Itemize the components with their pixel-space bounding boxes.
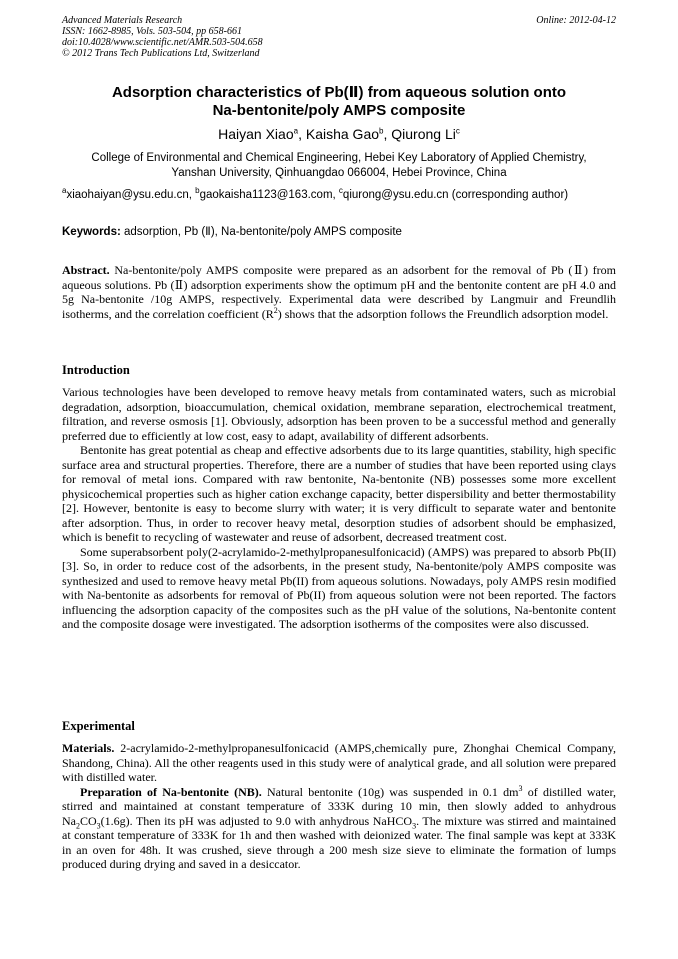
author-3-mark: c	[455, 126, 460, 136]
copyright-line: © 2012 Trans Tech Publications Ltd, Switzerland	[62, 48, 260, 59]
author-1: Haiyan Xiao	[218, 126, 294, 142]
journal-name: Advanced Materials Research	[62, 15, 183, 26]
preparation-label: Preparation of Na-bentonite (NB).	[80, 784, 262, 799]
affiliation-line-1: College of Environmental and Chemical Engineering, Hebei Key Laboratory of Applied Chemistry,	[91, 152, 587, 164]
online-date: Online: 2012-04-12	[536, 15, 616, 26]
email-3-mark: c	[338, 186, 343, 196]
abstract-text-2: ) shows that the adsorption follows the Freundlich adsorption model.	[277, 306, 609, 321]
intro-paragraph-2: Bentonite has great potential as cheap and effective adsorbents due to its large quantities, stability, high specific surface area and structural properties. Therefore, there are a number of studies that have been reported using clays for removal of metal ions. Compared with raw bentonite, Na-bentonite (NB) possesses some more excellent physicochemical properties such as higher cation exchange capacity, better dispersibility and better thermostability [2]. However, bentonite is easy to become slurry with water; it is very difficult to separate water and bentonite after adsorption. Thus, in order to recover heavy metal, desorption studies of adsorbent should be emphasized, which is benefit to recycling of wastewater and reuse of adsorbent, decreased treatment cost.	[62, 443, 616, 544]
paper-title	[62, 84, 616, 120]
author-3: Qiurong Li	[391, 126, 456, 142]
preparation-superscript: 3	[518, 783, 523, 793]
author-separator: ,	[298, 126, 306, 142]
abstract-label: Abstract.	[62, 263, 110, 277]
email-2-mark: b	[195, 186, 200, 196]
preparation-subscript-2: 3	[96, 820, 101, 830]
author-1-mark: a	[293, 126, 299, 136]
preparation-paragraph	[62, 785, 616, 872]
introduction-body	[62, 385, 616, 632]
materials-text: 2-acrylamido-2-methylpropanesulfonicacid (AMPS,chemically pure, Zhonghai Chemical Company, Shandong, China). All the other reagents used in this study were of analytical grade, and all solution were prepared with distilled water.	[62, 741, 616, 784]
experimental-body	[62, 741, 616, 872]
preparation-text-2: of distilled water, stirred and maintained at constant temperature of 333K during 10 min, then slowly added to anhydrous Na	[62, 784, 616, 828]
intro-paragraph-1: Various technologies have been developed to remove heavy metals from contaminated waters, such as microbial degradation, adsorption, bioaccumulation, chemical oxidation, membrane separation, electrochemical treatment, filtration, and reverse osmosis [1]. Obviously, adsorption has been proven to be a successful method and generally preferred due to efficiently at low cost, easy to adapt, availability of different adsorbents.	[62, 385, 616, 443]
affiliation-line-2: Yanshan University, Qinhuangdao 066004, Hebei Province, China	[171, 167, 507, 179]
experimental-heading: Experimental	[62, 719, 135, 733]
doi-line: doi:10.4028/www.scientific.net/AMR.503-504.658	[62, 37, 263, 48]
author-list	[62, 126, 616, 143]
keywords-label: Keywords:	[62, 226, 121, 238]
preparation-text-1: Natural bentonite (10g) was suspended in 0.1 dm	[261, 784, 519, 799]
abstract	[62, 263, 616, 321]
preparation-text-3: CO	[80, 813, 97, 828]
author-emails	[62, 188, 623, 202]
affiliation	[62, 151, 616, 181]
author-2-mark: b	[379, 126, 384, 136]
email-1: xiaohaiyan@ysu.edu.cn,	[66, 189, 196, 201]
materials-paragraph	[62, 741, 616, 785]
materials-label: Materials.	[62, 741, 115, 755]
keywords-text: adsorption, Pb (Ⅱ), Na-bentonite/poly AMPS composite	[120, 226, 402, 238]
title-line-2: Na-bentonite/poly AMPS composite	[212, 102, 466, 119]
issn-line: ISSN: 1662-8985, Vols. 503-504, pp 658-661	[62, 26, 242, 37]
abstract-text-1: Na-bentonite/poly AMPS composite were prepared as an adsorbent for the removal of Pb (Ⅱ) from aqueous solutions. Pb (Ⅱ) adsorption experiments show the optimum pH and the bentonite content are pH 4.0 and 5g Na-bentonite /10g AMPS, respectively. Experimental data were described by Langmuir and Freundlih isotherms, and the correlation coefficient (R	[62, 263, 616, 321]
introduction-heading: Introduction	[62, 363, 130, 377]
preparation-subscript-1: 2	[76, 820, 80, 830]
email-3: qiurong@ysu.edu.cn (corresponding author)	[342, 189, 569, 201]
author-separator: ,	[383, 126, 392, 142]
intro-paragraph-3: Some superabsorbent poly(2-acrylamido-2-methylpropanesulfonicacid) (AMPS) was prepared to absorb Pb(II) [3]. So, in order to reduce cost of the adsorbents, in the present study, Na-bentonite/poly AMPS composite was synthesized and used to remove heavy metal Pb(II) from aqueous solutions. Nowadays, poly AMPS resin modified with Na-bentonite as adsorbents for removal of Pb(II) from aqueous solution were not been reported. The factors influencing the adsorption capacity of the composites such as the pH value of the solutions, Na-bentonite content and the composite dosage were investigated. The adsorption isotherms of the composites were also discussed.	[62, 544, 616, 631]
abstract-superscript: 2	[273, 305, 278, 315]
journal-header	[62, 15, 616, 59]
preparation-subscript-3: 3	[412, 820, 417, 830]
email-1-mark: a	[62, 186, 67, 196]
preparation-text-5: . The mixture was stirred and maintained at constant temperature of 333K for 1h and then washed with deionized water. The final sample was kept at 333K in an oven for 48h. It was crushed, sieve through a 200 mesh size sieve to eliminate the formation of lumps produced during drying and saved in a desiccator.	[62, 813, 616, 871]
keywords	[62, 225, 616, 239]
preparation-text-4: (1.6g). Then its pH was adjusted to 9.0 with anhydrous NaHCO	[100, 813, 413, 828]
title-line-1: Adsorption characteristics of Pb(Ⅱ) from aqueous solution onto	[111, 84, 567, 101]
author-2: Kaisha Gao	[305, 126, 380, 142]
email-2: gaokaisha1123@163.com,	[199, 189, 339, 201]
